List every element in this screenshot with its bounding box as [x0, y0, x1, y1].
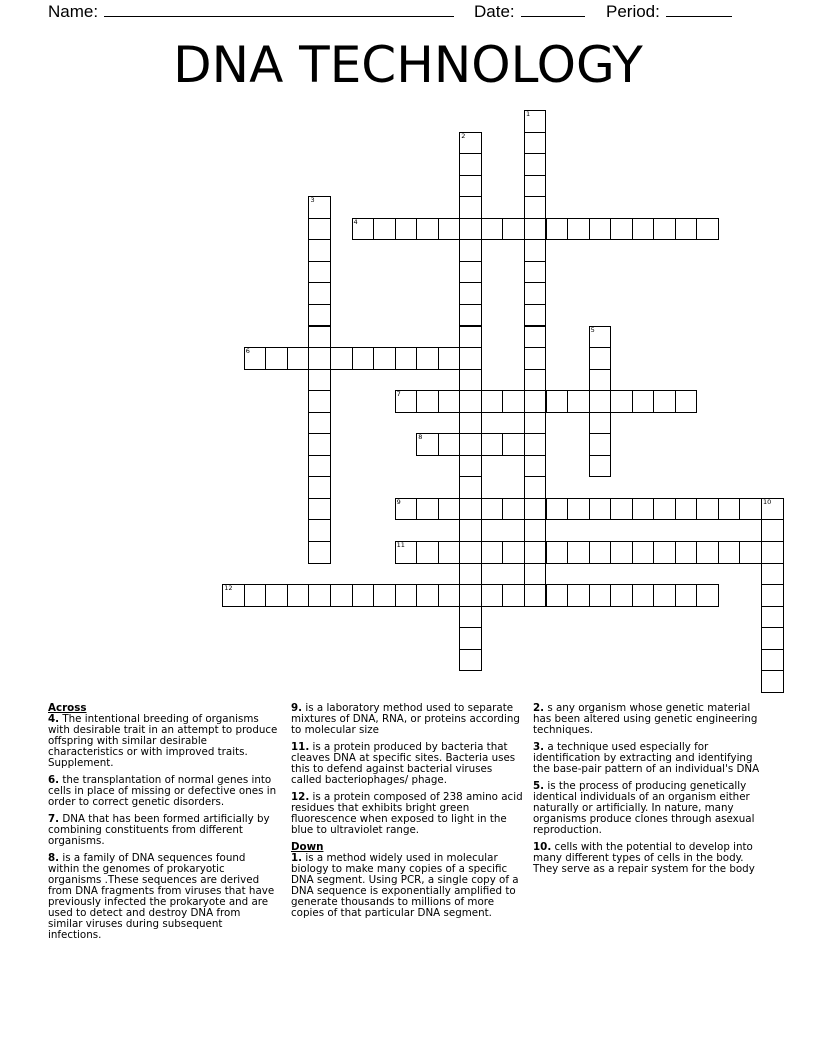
clues-column-3 — [533, 703, 768, 881]
clue-item — [533, 781, 768, 836]
crossword-cell[interactable] — [761, 519, 784, 542]
clue-item — [533, 742, 768, 775]
crossword-cell[interactable] — [481, 390, 504, 413]
crossword-cell[interactable] — [524, 369, 547, 392]
crossword-cell[interactable] — [761, 649, 784, 672]
clue-text: is the process of producing genetically identical individuals of an organism either naturally or artificially. In nature, many organisms produce clones through asexual reproduction. — [533, 780, 755, 836]
clue-item — [533, 842, 768, 875]
crossword-cell[interactable] — [653, 218, 676, 241]
crossword-cell[interactable] — [718, 498, 741, 521]
crossword-cell[interactable] — [739, 541, 762, 564]
crossword-cell[interactable] — [352, 584, 375, 607]
crossword-cell[interactable] — [632, 541, 655, 564]
crossword-cell[interactable] — [524, 132, 547, 155]
crossword-cell[interactable] — [438, 498, 461, 521]
crossword-cell[interactable] — [589, 369, 612, 392]
crossword-cell[interactable] — [459, 261, 482, 284]
crossword-cell[interactable] — [459, 563, 482, 586]
crossword-cell[interactable] — [308, 476, 331, 499]
period-label: Period: — [606, 2, 660, 21]
crossword-cell[interactable] — [308, 369, 331, 392]
crossword-cell[interactable] — [589, 541, 612, 564]
crossword-cell[interactable] — [330, 584, 353, 607]
clue-text: is a method widely used in molecular biology to make many copies of a specific DNA segment. Using PCR, a single copy of a DNA sequence is exponentially amplified to generate thousands to millions of more copies of that particular DNA segment. — [291, 852, 519, 919]
crossword-cell[interactable] — [459, 584, 482, 607]
crossword-cell[interactable] — [459, 175, 482, 198]
crossword-cell[interactable] — [459, 519, 482, 542]
crossword-cell[interactable] — [675, 541, 698, 564]
crossword-cell[interactable] — [675, 390, 698, 413]
crossword-cell[interactable] — [438, 347, 461, 370]
crossword-cell[interactable] — [589, 498, 612, 521]
clue-number: 3. — [533, 741, 545, 753]
crossword-cell[interactable] — [265, 347, 288, 370]
crossword-cell[interactable] — [632, 584, 655, 607]
crossword-cell[interactable] — [481, 433, 504, 456]
cell-number: 3 — [310, 196, 315, 205]
clue-item — [48, 814, 278, 847]
crossword-cell[interactable] — [352, 218, 375, 241]
page-title: DNA TECHNOLOGY — [173, 36, 643, 94]
crossword-cell[interactable] — [696, 498, 719, 521]
clue-text: the transplantation of normal genes into cells in place of missing or defective ones in order to correct genetic disorders. — [48, 774, 277, 808]
crossword-cell[interactable] — [589, 433, 612, 456]
crossword-cell[interactable] — [459, 390, 482, 413]
crossword-cell[interactable] — [459, 196, 482, 219]
clue-item — [48, 714, 278, 769]
crossword-cell[interactable] — [546, 498, 569, 521]
crossword-cell[interactable] — [244, 584, 267, 607]
crossword-cell[interactable] — [481, 498, 504, 521]
cell-number: 7 — [396, 390, 401, 399]
crossword-cell[interactable] — [373, 584, 396, 607]
crossword-cell[interactable] — [244, 347, 267, 370]
crossword-cell[interactable] — [308, 455, 331, 478]
crossword-cell[interactable] — [395, 390, 418, 413]
crossword-cell[interactable] — [438, 218, 461, 241]
name-label: Name: — [48, 2, 99, 21]
crossword-cell[interactable] — [761, 498, 784, 521]
crossword-cell[interactable] — [546, 541, 569, 564]
crossword-cell[interactable] — [308, 261, 331, 284]
cell-number: 4 — [353, 217, 358, 226]
crossword-cell[interactable] — [524, 412, 547, 435]
crossword-cell[interactable] — [524, 326, 547, 349]
crossword-cell[interactable] — [373, 347, 396, 370]
crossword-cell[interactable] — [567, 498, 590, 521]
crossword-cell[interactable] — [567, 218, 590, 241]
crossword-cell[interactable] — [287, 584, 310, 607]
crossword-cell[interactable] — [675, 498, 698, 521]
cell-number: 8 — [418, 433, 423, 442]
clue-item — [291, 742, 523, 786]
clue-item — [48, 775, 278, 808]
crossword-cell[interactable] — [567, 584, 590, 607]
crossword-cell[interactable] — [524, 390, 547, 413]
crossword-cell[interactable] — [308, 541, 331, 564]
cell-number: 10 — [763, 497, 772, 506]
crossword-cell[interactable] — [308, 239, 331, 262]
crossword-cell[interactable] — [459, 369, 482, 392]
clue-number: 8. — [48, 852, 60, 864]
crossword-cell[interactable] — [761, 541, 784, 564]
crossword-cell[interactable] — [524, 498, 547, 521]
crossword-cell[interactable] — [589, 326, 612, 349]
crossword-cell[interactable] — [632, 498, 655, 521]
crossword-cell[interactable] — [502, 433, 525, 456]
clue-item — [48, 853, 278, 941]
crossword-cell[interactable] — [546, 390, 569, 413]
crossword-cell[interactable] — [610, 498, 633, 521]
crossword-cell[interactable] — [524, 110, 547, 133]
clue-text: a technique used especially for identification by extracting and identifying the base-pair pattern of an individual's DNA — [533, 741, 760, 775]
crossword-cell[interactable] — [610, 390, 633, 413]
crossword-cell[interactable] — [459, 326, 482, 349]
crossword-cell[interactable] — [567, 541, 590, 564]
clue-number: 7. — [48, 813, 60, 825]
crossword-cell[interactable] — [459, 132, 482, 155]
clue-item — [533, 703, 768, 736]
crossword-cell[interactable] — [416, 390, 439, 413]
crossword-cell[interactable] — [438, 390, 461, 413]
crossword-cell[interactable] — [459, 476, 482, 499]
crossword-cell[interactable] — [524, 347, 547, 370]
crossword-cell[interactable] — [416, 498, 439, 521]
crossword-cell[interactable] — [416, 347, 439, 370]
crossword-cell[interactable] — [308, 498, 331, 521]
crossword-cell[interactable] — [589, 412, 612, 435]
crossword-cell[interactable] — [524, 476, 547, 499]
down-heading: Down — [291, 841, 324, 853]
cell-number: 2 — [461, 131, 466, 140]
crossword-cell[interactable] — [459, 239, 482, 262]
clue-text: cells with the potential to develop into many different types of cells in the body. They serve as a repair system for the body — [533, 841, 755, 875]
clue-text: DNA that has been formed artificially by combining constituents from different organisms. — [48, 813, 270, 847]
crossword-cell[interactable] — [524, 541, 547, 564]
crossword-cell[interactable] — [502, 541, 525, 564]
crossword-cell[interactable] — [589, 584, 612, 607]
crossword-cell[interactable] — [395, 584, 418, 607]
clue-text: is a laboratory method used to separate mixtures of DNA, RNA, or proteins according to molecular size — [291, 702, 520, 736]
crossword-cell[interactable] — [416, 584, 439, 607]
crossword-cell[interactable] — [653, 390, 676, 413]
crossword-cell[interactable] — [610, 541, 633, 564]
crossword-cell[interactable] — [761, 563, 784, 586]
crossword-cell[interactable] — [459, 347, 482, 370]
crossword-cell[interactable] — [675, 584, 698, 607]
crossword-cell[interactable] — [567, 390, 590, 413]
crossword-cell[interactable] — [395, 218, 418, 241]
crossword-cell[interactable] — [308, 218, 331, 241]
crossword-cell[interactable] — [589, 218, 612, 241]
crossword-cell[interactable] — [416, 433, 439, 456]
crossword-cell[interactable] — [481, 218, 504, 241]
crossword-cell[interactable] — [632, 390, 655, 413]
crossword-cell[interactable] — [589, 455, 612, 478]
clue-item — [291, 703, 523, 736]
clue-text: is a protein produced by bacteria that cleaves DNA at specific sites. Bacteria uses this to defend against bacterial viruses called bacteriophages/ phage. — [291, 741, 516, 786]
crossword-cell[interactable] — [438, 541, 461, 564]
cell-number: 11 — [396, 541, 405, 549]
clue-number: 10. — [533, 841, 552, 853]
crossword-cell[interactable] — [395, 541, 418, 564]
crossword-cell[interactable] — [524, 153, 547, 176]
clue-item — [291, 792, 523, 836]
crossword-cell[interactable] — [459, 433, 482, 456]
crossword-cell[interactable] — [718, 541, 741, 564]
crossword-cell[interactable] — [373, 218, 396, 241]
crossword-cell[interactable] — [653, 498, 676, 521]
crossword-cell[interactable] — [610, 584, 633, 607]
crossword-cell[interactable] — [308, 390, 331, 413]
crossword-cell[interactable] — [352, 347, 375, 370]
clue-item — [291, 853, 523, 919]
crossword-cell[interactable] — [308, 412, 331, 435]
crossword-cell[interactable] — [761, 606, 784, 629]
crossword-cell[interactable] — [761, 584, 784, 607]
crossword-cell[interactable] — [308, 282, 331, 305]
crossword-cell[interactable] — [524, 519, 547, 542]
crossword-cell[interactable] — [459, 218, 482, 241]
crossword-cell[interactable] — [524, 261, 547, 284]
crossword-cell[interactable] — [330, 347, 353, 370]
crossword-cell[interactable] — [459, 153, 482, 176]
clue-text: s any organism whose genetic material has been altered using genetic engineering techniques. — [533, 702, 758, 736]
crossword-cell[interactable] — [416, 218, 439, 241]
crossword-cell[interactable] — [459, 282, 482, 305]
clue-number: 9. — [291, 702, 303, 714]
crossword-cell[interactable] — [524, 584, 547, 607]
crossword-cell[interactable] — [761, 627, 784, 650]
across-heading: Across — [48, 702, 87, 714]
clue-text: The intentional breeding of organisms with desirable trait in an attempt to produce offspring with similar desirable characteristics or with improved traits. Supplement. — [48, 713, 278, 769]
crossword-cell[interactable] — [653, 584, 676, 607]
crossword-cell[interactable] — [589, 347, 612, 370]
clue-number: 11. — [291, 741, 310, 753]
crossword-cell[interactable] — [524, 175, 547, 198]
clue-text: is a protein composed of 238 amino acid residues that exhibits bright green fluorescence when exposed to light in the blue to ultraviolet range. — [291, 791, 523, 836]
crossword-cell[interactable] — [653, 541, 676, 564]
crossword-cell[interactable] — [524, 218, 547, 241]
crossword-cell[interactable] — [416, 541, 439, 564]
crossword-cell[interactable] — [524, 563, 547, 586]
crossword-cell[interactable] — [610, 218, 633, 241]
crossword-cell[interactable] — [459, 412, 482, 435]
crossword-cell[interactable] — [265, 584, 288, 607]
crossword-cell[interactable] — [524, 239, 547, 262]
crossword-cell[interactable] — [438, 433, 461, 456]
clue-text: is a family of DNA sequences found within the genomes of prokaryotic organisms .These sequences are derived from DNA fragments from viruses that have previously infected the prokaryote and are used to detect and destroy DNA from similar viruses during subsequent infections. — [48, 852, 275, 941]
crossword-cell[interactable] — [395, 498, 418, 521]
clues-column-2 — [291, 703, 523, 925]
clue-number: 4. — [48, 713, 60, 725]
crossword-cell[interactable] — [395, 347, 418, 370]
crossword-cell[interactable] — [459, 649, 482, 672]
crossword-cell[interactable] — [502, 218, 525, 241]
crossword-cell[interactable] — [308, 304, 331, 327]
crossword-cell[interactable] — [632, 218, 655, 241]
cell-number: 5 — [590, 325, 595, 334]
crossword-cell[interactable] — [459, 541, 482, 564]
clue-number: 2. — [533, 702, 545, 714]
crossword-cell[interactable] — [546, 218, 569, 241]
crossword-cell[interactable] — [459, 498, 482, 521]
cell-number: 1 — [525, 110, 531, 118]
crossword-cell[interactable] — [739, 498, 762, 521]
cell-number: 6 — [245, 347, 250, 356]
crossword-cell[interactable] — [222, 584, 245, 607]
crossword-cell[interactable] — [308, 433, 331, 456]
crossword-cell[interactable] — [308, 347, 331, 370]
clue-number: 1. — [291, 852, 303, 864]
crossword-cell[interactable] — [589, 390, 612, 413]
date-label: Date: — [474, 2, 515, 21]
crossword-cell[interactable] — [308, 196, 331, 219]
crossword-cell[interactable] — [438, 584, 461, 607]
crossword-cell[interactable] — [524, 304, 547, 327]
crossword-cell[interactable] — [524, 282, 547, 305]
clue-number: 12. — [291, 791, 310, 803]
cell-number: 9 — [396, 497, 401, 506]
crossword-cell[interactable] — [524, 455, 547, 478]
crossword-cell[interactable] — [459, 627, 482, 650]
crossword-cell[interactable] — [675, 218, 698, 241]
crossword-cell[interactable] — [459, 304, 482, 327]
clue-number: 5. — [533, 780, 545, 792]
crossword-cell[interactable] — [481, 584, 504, 607]
crossword-cell[interactable] — [546, 584, 569, 607]
crossword-cell[interactable] — [502, 498, 525, 521]
crossword-cell[interactable] — [524, 196, 547, 219]
crossword-cell[interactable] — [696, 541, 719, 564]
crossword-cell[interactable] — [459, 606, 482, 629]
crossword-cell[interactable] — [696, 218, 719, 241]
crossword-cell[interactable] — [459, 455, 482, 478]
crossword-cell[interactable] — [502, 390, 525, 413]
crossword-cell[interactable] — [696, 584, 719, 607]
crossword-cell[interactable] — [524, 433, 547, 456]
crossword-cell[interactable] — [308, 584, 331, 607]
crossword-cell[interactable] — [502, 584, 525, 607]
crossword-cell[interactable] — [481, 541, 504, 564]
crossword-cell[interactable] — [308, 519, 331, 542]
crossword-cell[interactable] — [761, 670, 784, 693]
clue-number: 6. — [48, 774, 60, 786]
crossword-cell[interactable] — [287, 347, 310, 370]
cell-number: 12 — [224, 584, 233, 593]
crossword-cell[interactable] — [308, 326, 331, 349]
clues-column-1 — [48, 703, 278, 947]
